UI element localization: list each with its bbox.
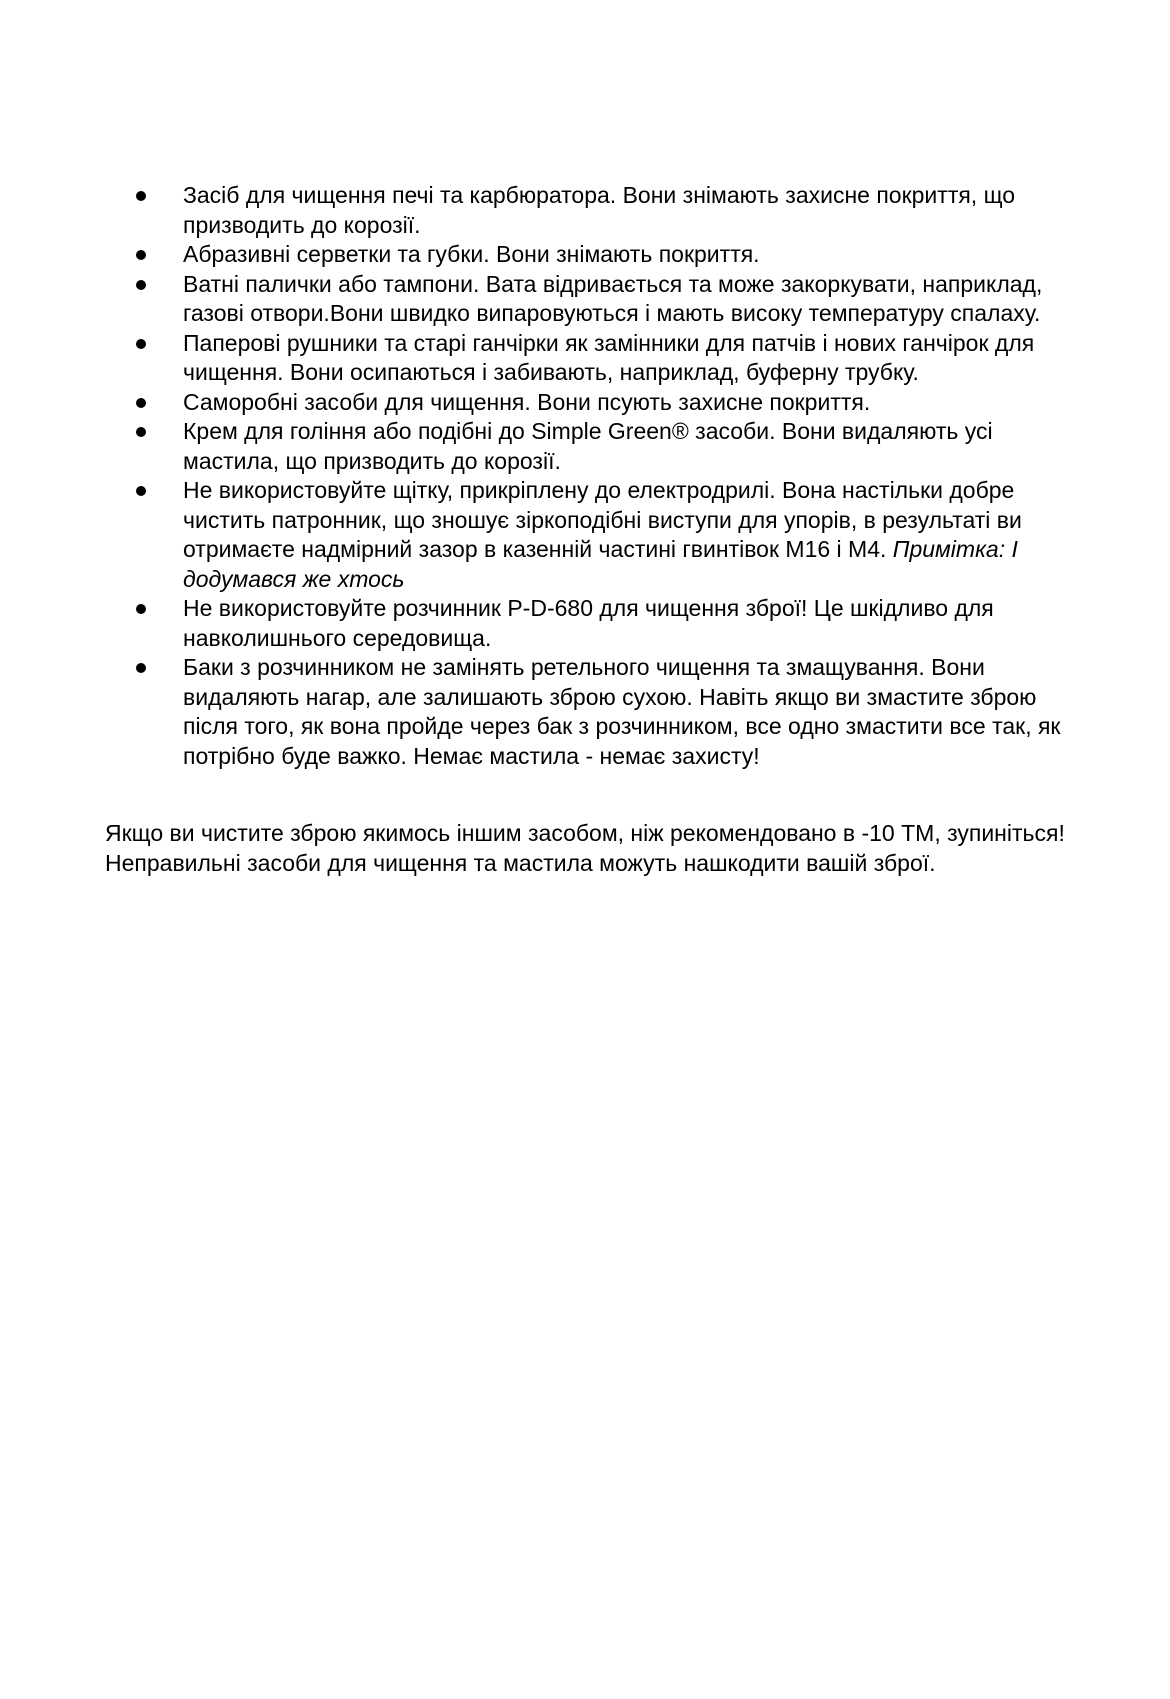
list-item-text: Не використовуйте розчинник P-D-680 для чищення зброї! Це шкідливо для навколишнього середовища. <box>183 595 994 651</box>
list-item <box>183 653 1067 771</box>
list-item-text: Засіб для чищення печі та карбюратора. Вони знімають захисне покриття, що призводить до корозії. <box>183 182 1016 238</box>
list-item-text: Паперові рушники та старі ганчірки як замінники для патчів і нових ганчірок для чищення. Вони осипаються і забивають, наприклад, буферну трубку. <box>183 329 1035 385</box>
bullet-icon <box>136 191 146 201</box>
list-item <box>183 329 1067 388</box>
bullet-icon <box>136 663 146 673</box>
list-item-note-italic: Примітка: І додумався же хтось <box>183 536 1018 592</box>
bullet-icon <box>136 339 146 349</box>
bullet-icon <box>136 486 146 496</box>
list-item-text: Ватні палички або тампони. Вата відривається та може закоркувати, наприклад, газові отвори.Вони швидко випаровуються і мають високу температуру спалаху. <box>183 270 1043 326</box>
list-item <box>183 417 1067 476</box>
list-item-text: Баки з розчинником не замінять ретельного чищення та змащування. Вони видаляють нагар, але залишають зброю сухою. Навіть якщо ви змастите зброю після того, як вона пройде через бак з розчинником, все одно змастити все так, як потрібно буде важко. Немає мастила - немає захисту! <box>183 654 1061 769</box>
bullet-list <box>105 181 1067 771</box>
bullet-icon <box>136 604 146 614</box>
list-item <box>183 181 1067 240</box>
bullet-icon <box>136 250 146 260</box>
bullet-icon <box>136 398 146 408</box>
list-item <box>183 388 1067 418</box>
list-item-text: Крем для гоління або подібні до Simple Green® засоби. Вони видаляють усі мастила, що призводить до корозії. <box>183 418 993 474</box>
closing-paragraph: Якщо ви чистите зброю якимось іншим засобом, ніж рекомендовано в -10 ТМ, зупиніться! Неправильні засоби для чищення та мастила можуть нашкодити вашій зброї. <box>105 820 1065 876</box>
list-item-text: Саморобні засоби для чищення. Вони псують захисне покриття. <box>183 388 871 415</box>
list-item <box>183 270 1067 329</box>
list-item <box>183 594 1067 653</box>
list-item-text: Абразивні серветки та губки. Вони знімають покриття. <box>183 241 760 267</box>
bullet-icon <box>136 427 146 437</box>
list-item <box>183 240 1067 270</box>
bullet-icon <box>136 280 146 290</box>
list-item-text: Не використовуйте щітку, прикріплену до електродрилі. Вона настільки добре чистить патронник, що зношує зіркоподібні виступи для упорів, в результаті ви отримаєте надмірний зазор в казенній частині гвинтівок M16 і M4. <box>183 477 1022 562</box>
list-item <box>183 476 1067 594</box>
